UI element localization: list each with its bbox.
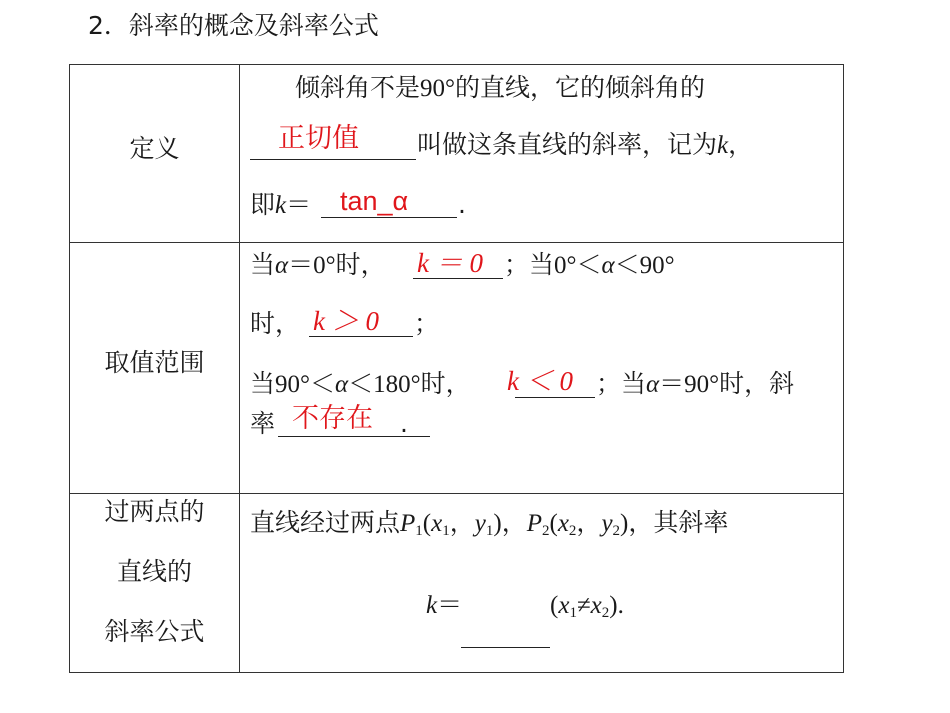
definition-answer-2: tan_α <box>340 186 409 216</box>
formula-condition: $(x_1\ne x_2)$. <box>550 592 624 621</box>
range-line4-start: 率 <box>250 409 276 438</box>
definition-line1: 倾斜角不是90°的直线，它的倾斜角的 <box>295 75 705 102</box>
definition-line2: 叫做这条直线的斜率，记为k， <box>417 130 754 159</box>
row-divider-2 <box>70 493 843 494</box>
row-divider-1 <box>70 242 843 243</box>
range-blank-zero <box>413 278 503 279</box>
definition-answer-1: 正切值 <box>278 123 359 154</box>
definition-line3: 即k＝ <box>250 190 312 219</box>
range-line3-end: ；当α＝90°时，斜 <box>596 369 795 398</box>
formula-label-line1: 过两点的 <box>104 497 205 526</box>
formula-label-line2: 直线的 <box>116 557 192 586</box>
definition-blank-2 <box>321 217 457 218</box>
definition-blank-1 <box>250 159 416 160</box>
range-label: 取值范围 <box>104 348 205 377</box>
range-line2-start: 时， <box>250 309 301 338</box>
range-answer-pos: k ＞ 0 <box>313 306 379 336</box>
formula-label-line3: 斜率公式 <box>104 617 205 646</box>
column-divider <box>239 65 240 672</box>
range-answer-neg: k ＜ 0 <box>507 366 573 396</box>
range-period: . <box>400 409 408 438</box>
definition-period: . <box>458 190 466 219</box>
formula-k-equals: k＝ <box>426 592 463 619</box>
formula-blank <box>461 647 550 648</box>
range-blank-neg <box>515 397 595 398</box>
range-answer-none: 不存在 <box>292 403 373 434</box>
range-line1-end: ；当0°＜α＜90° <box>504 252 675 279</box>
definition-label: 定义 <box>129 134 180 163</box>
range-line2-end: ； <box>414 309 440 338</box>
range-blank-pos <box>309 336 413 337</box>
section-heading: 2．斜率的概念及斜率公式 <box>88 11 379 40</box>
concept-table <box>69 64 844 673</box>
range-answer-zero: k ＝ 0 <box>417 248 483 278</box>
range-line3-start: 当90°＜α＜180°时， <box>250 371 471 398</box>
range-line1-start: 当α＝0°时， <box>250 250 386 279</box>
formula-description: 直线经过两点$P_1(x_1$，$y_1$)，$P_2(x_2$，$y_2$)，其斜率 <box>250 508 729 539</box>
